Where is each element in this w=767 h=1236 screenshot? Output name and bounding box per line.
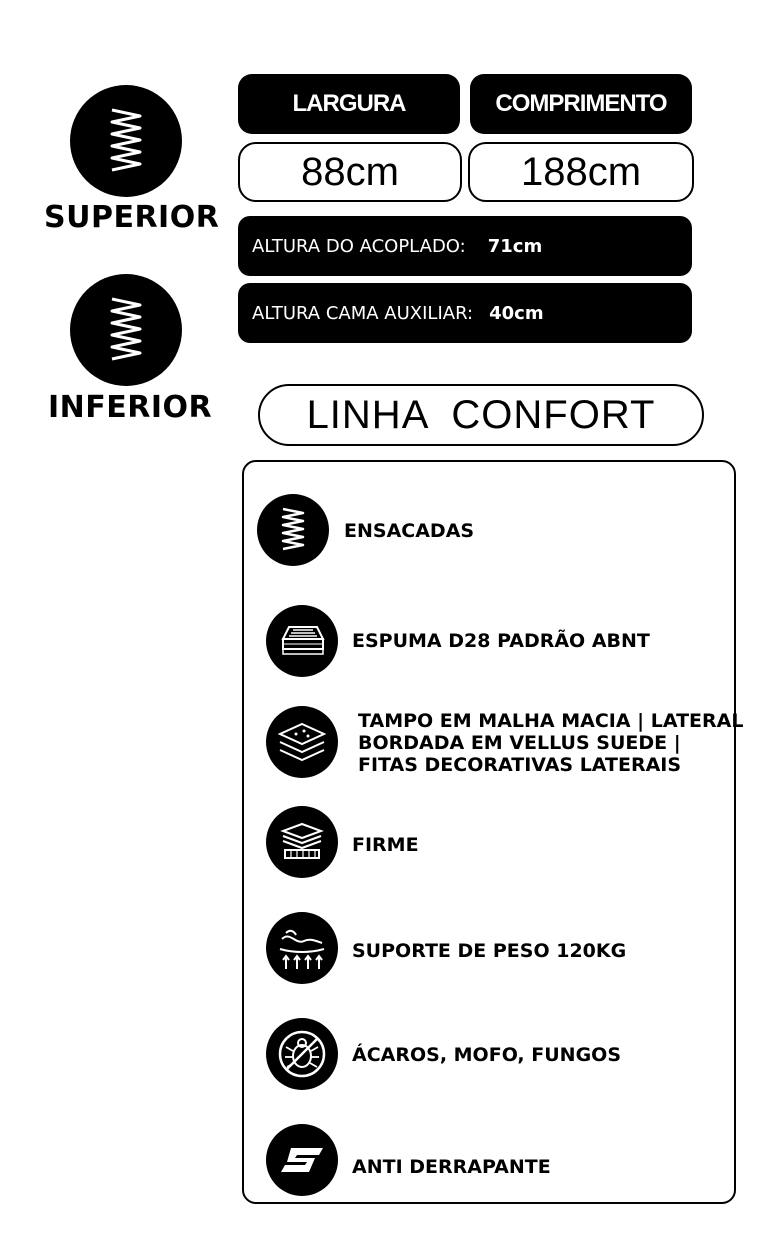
- feature-firm-badge: [266, 806, 338, 878]
- feature-text-6: [352, 1156, 551, 1178]
- anti-slip-icon: [277, 1145, 327, 1175]
- inferior-label: INFERIOR: [48, 390, 213, 425]
- superior-label: SUPERIOR: [44, 200, 220, 235]
- height-acoplado-label: ALTURA DO ACOPLADO:: [252, 235, 466, 257]
- feature-line: ENSACADAS: [344, 520, 475, 542]
- inferior-spring-badge: [70, 274, 182, 386]
- width-header: LARGURA: [238, 74, 460, 134]
- feature-text-3: [352, 834, 419, 856]
- spring-icon: [106, 106, 146, 176]
- height-auxiliar-bar: [238, 283, 692, 343]
- feature-text-1: [352, 630, 650, 652]
- fabric-layers-icon: [276, 720, 328, 764]
- feature-line: FIRME: [352, 834, 419, 856]
- firm-layers-icon: [277, 820, 327, 864]
- feature-text-4: [352, 940, 626, 962]
- height-auxiliar-value: 40cm: [489, 302, 544, 324]
- length-header: COMPRIMENTO: [470, 74, 692, 134]
- height-acoplado-bar: [238, 216, 692, 276]
- length-value: 188cm: [468, 142, 694, 202]
- anti-mite-icon: [275, 1027, 329, 1081]
- spring-icon: [106, 295, 146, 365]
- feature-line: TAMPO EM MALHA MACIA | LATERAL: [358, 710, 744, 732]
- feature-fabric-badge: [266, 706, 338, 778]
- feature-text-0: [344, 520, 474, 542]
- feature-foam-badge: [266, 605, 338, 677]
- feature-line: ÁCAROS, MOFO, FUNGOS: [352, 1044, 621, 1066]
- feature-spring-badge: [257, 494, 329, 566]
- foam-mattress-icon: [277, 621, 327, 661]
- width-value: 88cm: [238, 142, 462, 202]
- feature-line: ESPUMA D28 PADRÃO ABNT: [352, 630, 650, 652]
- height-acoplado-value: 71cm: [487, 235, 543, 257]
- feature-text-5: [352, 1044, 621, 1066]
- superior-spring-badge: [70, 85, 182, 197]
- height-auxiliar-label: ALTURA CAMA AUXILIAR:: [252, 302, 474, 324]
- feature-support-badge: [266, 912, 338, 984]
- line-title-text: LINHA CONFORT: [306, 392, 656, 437]
- feature-antimite-badge: [266, 1018, 338, 1090]
- feature-line: ANTI DERRAPANTE: [352, 1156, 551, 1178]
- line-title: [258, 384, 704, 446]
- feature-text-2: [358, 710, 743, 776]
- weight-support-icon: [276, 923, 328, 973]
- spring-icon: [279, 506, 307, 554]
- feature-antislip-badge: [266, 1124, 338, 1196]
- feature-line: BORDADA EM VELLUS SUEDE |: [358, 732, 681, 754]
- feature-line: SUPORTE DE PESO 120KG: [352, 940, 627, 962]
- feature-line: FITAS DECORATIVAS LATERAIS: [358, 754, 682, 776]
